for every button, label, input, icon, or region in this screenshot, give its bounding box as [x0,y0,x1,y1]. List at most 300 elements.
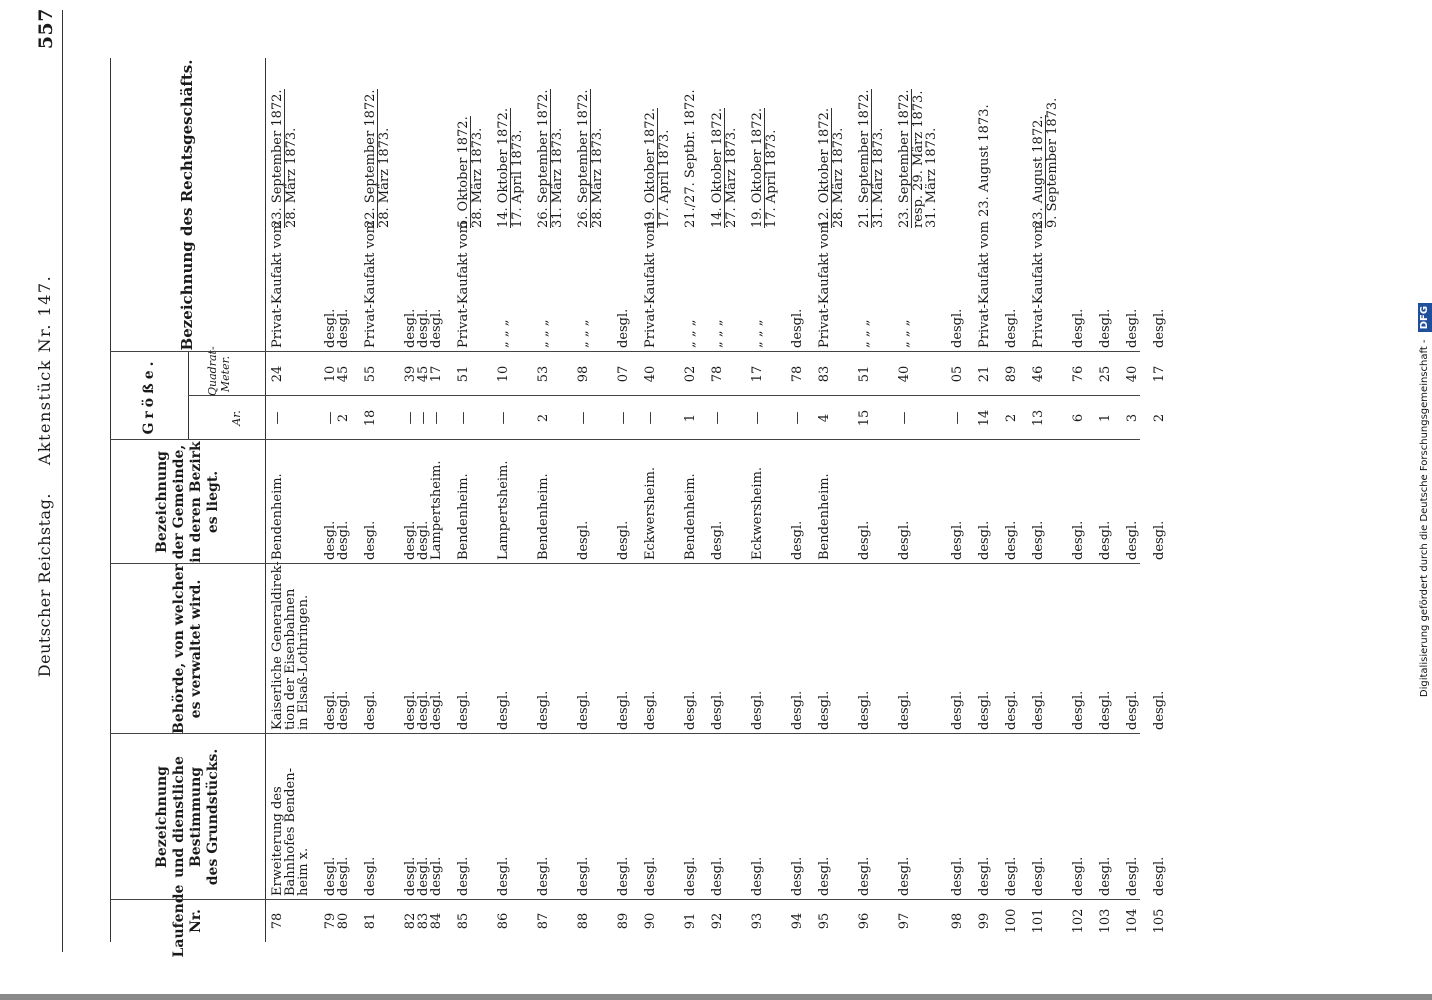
cell-date [818,62,845,228]
cell-line: 19. Oktober 1872. [643,108,658,228]
cell-date [497,62,524,228]
cell-gem [711,444,724,560]
column-rule-4 [110,351,1140,352]
column-rule-ar-qm [188,395,1140,396]
cell-line: desgl. [536,856,551,896]
cell-line: Bendenheim. [456,473,471,560]
cell-gem [644,444,657,560]
cell-line: desgl. [1098,690,1113,730]
cell-date [898,62,938,228]
cell-nr [751,904,764,938]
cell-ar [1005,400,1018,436]
cell-line: Privat-Kaufakt vom [1031,221,1046,348]
cell-line: desgl. [857,520,872,560]
cell-art [711,236,724,348]
cell-beh [684,568,697,730]
cell-line: 40 [1125,365,1140,383]
running-head [35,0,63,1000]
cell-line: desgl. [1031,520,1046,560]
cell-art [751,236,764,348]
cell-line: 76 [1071,365,1086,383]
cell-line: desgl. [403,520,418,560]
cell-line: 07 [616,365,631,383]
cell-bez [791,738,804,896]
cell-gem [324,444,350,560]
cell-line: 24 [270,365,285,383]
grundstueck-table [110,58,1260,958]
cell-line: 19. Oktober 1872. [750,108,765,228]
cell-line: 98 [950,912,965,930]
cell-line: 17 [429,365,444,383]
cell-bez [751,738,764,896]
cell-line: 17 [1152,365,1167,383]
cell-line: desgl. [416,308,431,348]
cell-gem [978,444,991,560]
cell-ar [324,400,350,436]
cell-line: Bendenheim. [270,473,285,560]
cell-line: — [456,411,471,425]
cell-line: desgl. [790,520,805,560]
cell-line: 95 [817,912,832,930]
cell-beh [751,568,764,730]
cell-line: desgl. [950,690,965,730]
cell-qm [271,356,284,392]
cell-line: desgl. [1004,856,1019,896]
cell-line: desgl. [1152,690,1167,730]
cell-bez [364,738,377,896]
cell-line: Kaiserliche Generaldirek- [270,561,285,730]
cell-line: desgl. [950,308,965,348]
cell-line: 104 [1125,908,1140,934]
cell-nr [324,904,350,938]
cell-line: 23. September 1872. [270,89,285,228]
cell-line: desgl. [363,520,378,560]
cell-ar [364,400,377,436]
cell-ar [404,400,443,436]
cell-line: desgl. [336,308,351,348]
column-rule-3 [110,439,1140,440]
cell-line: — [897,411,912,425]
cell-line: 82 [403,912,418,930]
cell-line: desgl. [790,856,805,896]
cell-line: desgl. [683,690,698,730]
cell-line: „ „ „ [683,319,698,348]
header-laufende-nr: Laufende Nr. [170,884,204,958]
cell-line: 28. März 1873. [470,127,485,228]
column-rule-0 [110,899,1140,900]
cell-line: 92 [710,912,725,930]
cell-line: 51 [857,365,872,383]
cell-line: 6 [1071,413,1086,423]
cell-line: 78 [790,365,805,383]
cell-line: desgl. [790,690,805,730]
cell-line: desgl. [950,856,965,896]
cell-art [497,236,510,348]
cell-bez [324,738,350,896]
cell-beh [1099,568,1112,730]
cell-line: 85 [456,912,471,930]
cell-date [711,62,738,228]
cell-line: desgl. [1071,856,1086,896]
cell-line: desgl. [1098,308,1113,348]
cell-line: Bendenheim. [683,473,698,560]
cell-line: — [643,411,658,425]
cell-date [577,62,604,228]
cell-line: heim x. [296,847,311,896]
cell-line: desgl. [336,520,351,560]
cell-line: 5. Oktober 1872. [456,116,471,228]
cell-art [617,236,630,348]
cell-line: 2 [1152,413,1167,423]
cell-line: 105 [1152,908,1167,934]
cell-line: — [790,411,805,425]
page-number: 557 [35,8,57,50]
cell-date [364,62,391,228]
cell-line: desgl. [710,690,725,730]
cell-qm [751,356,764,392]
cell-line: desgl. [710,856,725,896]
cell-ar [684,400,697,436]
cell-art [951,236,964,348]
cell-qm [404,356,443,392]
cell-line: desgl. [576,520,591,560]
cell-line: desgl. [429,856,444,896]
cell-bez [457,738,470,896]
cell-beh [324,568,350,730]
cell-nr [1005,904,1018,938]
cell-beh [577,568,590,730]
cell-line: „ „ „ [857,319,872,348]
cell-ar [898,400,911,436]
cell-line: desgl. [403,856,418,896]
cell-line: 21./27. Septbr. 1872. [683,89,698,228]
cell-nr [271,904,284,938]
cell-line: desgl. [817,690,832,730]
cell-line: 3 [1125,413,1140,423]
cell-line: desgl. [403,308,418,348]
cell-line: 25 [1098,365,1113,383]
cell-line: 81 [363,912,378,930]
cell-line: desgl. [576,690,591,730]
cell-art [1005,236,1018,348]
cell-gem [898,444,911,560]
cell-art [363,221,378,348]
cell-bez [898,738,911,896]
cell-line: 28. März 1873. [377,127,392,228]
cell-nr [791,904,804,938]
cell-line: — [750,411,765,425]
cell-line: desgl. [616,308,631,348]
cell-line: 102 [1071,908,1086,934]
cell-nr [1153,904,1166,938]
cell-line: desgl. [1004,690,1019,730]
cell-line: 83 [416,912,431,930]
cell-line: desgl. [1071,690,1086,730]
cell-qm [1153,356,1166,392]
cell-art [684,236,697,348]
cell-line: desgl. [710,520,725,560]
cell-line: 40 [643,365,658,383]
cell-bez [978,738,991,896]
cell-gem [684,444,697,560]
cell-line: — [429,411,444,425]
cell-line: desgl. [576,856,591,896]
scan-edge [0,994,1432,1000]
cell-art [977,104,992,348]
cell-bez [711,738,724,896]
cell-line: — [576,411,591,425]
cell-qm [858,356,871,392]
cell-line: Bahnhofes Benden- [283,768,298,896]
cell-gem [818,444,831,560]
cell-line: — [323,411,338,425]
cell-ar [617,400,630,436]
cell-qm [898,356,911,392]
cell-bez [497,738,510,896]
cell-date [858,62,885,228]
cell-line: 14. Oktober 1872. [710,108,725,228]
cell-line: 02 [683,365,698,383]
cell-line: — [950,411,965,425]
cell-line: desgl. [1125,690,1140,730]
cell-qm [951,356,964,392]
cell-gem [404,444,443,560]
cell-line: desgl. [363,856,378,896]
cell-line: 39 [403,365,418,383]
cell-line: Bendenheim. [817,473,832,560]
cell-line: desgl. [323,520,338,560]
cell-gem [1032,444,1045,560]
cell-qm [791,356,804,392]
head-rule [62,10,63,952]
cell-beh [978,568,991,730]
cell-bez [1072,738,1085,896]
cell-line: desgl. [323,308,338,348]
cell-gem [1072,444,1085,560]
cell-line: — [496,411,511,425]
cell-ar [711,400,724,436]
cell-line: desgl. [1125,308,1140,348]
cell-line: 1 [683,413,698,423]
cell-line: desgl. [1004,520,1019,560]
cell-ar [1099,400,1112,436]
cell-qm [1032,356,1045,392]
cell-ar [497,400,510,436]
cell-beh [791,568,804,730]
cell-gem [1099,444,1112,560]
cell-line: 46 [1031,365,1046,383]
cell-line: 87 [536,912,551,930]
cell-line: 2 [536,413,551,423]
cell-bez [617,738,630,896]
cell-line: desgl. [1071,308,1086,348]
cell-line: in Elsaß-Lothringen. [296,594,311,730]
cell-qm [1099,356,1112,392]
cell-line: desgl. [857,856,872,896]
cell-art [270,221,285,348]
cell-beh [644,568,657,730]
cell-line: 26. September 1872. [576,89,591,228]
cell-line: Privat-Kaufakt vom [643,221,658,348]
dfg-logo: DFG [1418,303,1432,332]
cell-line: 4 [817,413,832,423]
cell-date [271,62,298,228]
cell-line: tion der Eisenbahnen [283,588,298,730]
cell-line: 78 [270,912,285,930]
cell-line: resp. 29. März 1873. [911,90,926,228]
cell-nr [711,904,724,938]
table-top-rule [110,58,111,942]
cell-ar [951,400,964,436]
cell-line: desgl. [857,690,872,730]
cell-date [751,62,778,228]
cell-line: 101 [1031,908,1046,934]
cell-line: 28. März 1873. [831,127,846,228]
cell-line: Privat-Kaufakt vom [270,221,285,348]
cell-bez [1032,738,1045,896]
cell-nr [617,904,630,938]
cell-qm [324,356,350,392]
cell-line: „ „ „ [750,319,765,348]
cell-qm [1072,356,1085,392]
cell-line: desgl. [1152,520,1167,560]
cell-bez [858,738,871,896]
cell-line: 88 [576,912,591,930]
cell-qm [711,356,724,392]
cell-bez [577,738,590,896]
cell-line: desgl. [750,856,765,896]
cell-nr [537,904,550,938]
cell-bez [404,738,443,896]
cell-line: 15 [857,409,872,427]
cell-bez [1099,738,1112,896]
cell-beh [364,568,377,730]
header-bezeichnung: Bezeichnung und dienstliche Bestimmung des Grundstücks. [153,748,221,886]
cell-line: 14. Oktober 1872. [496,108,511,228]
cell-ar [271,400,284,436]
cell-gem [751,444,764,560]
cell-beh [457,568,470,730]
cell-line: 79 [323,912,338,930]
cell-date [644,62,671,228]
cell-gem [1005,444,1018,560]
cell-beh [1072,568,1085,730]
cell-line: desgl. [643,690,658,730]
cell-line: „ „ „ [897,319,912,348]
cell-gem [577,444,590,560]
cell-line: 78 [710,365,725,383]
cell-bez [818,738,831,896]
cell-ar [537,400,550,436]
cell-nr [951,904,964,938]
cell-qm [1126,356,1139,392]
cell-line: Eckwersheim. [643,466,658,560]
groesse-sub-rule [188,352,189,440]
cell-line: desgl. [817,856,832,896]
cell-line: „ „ „ [536,319,551,348]
cell-art [404,236,443,348]
header-bottom-rule [265,58,266,942]
cell-line: 91 [683,912,698,930]
cell-line: 2 [336,413,351,423]
cell-line: desgl. [403,690,418,730]
cell-beh [1032,568,1045,730]
cell-line: 23. September 1872. [897,89,912,228]
cell-line: desgl. [790,308,805,348]
cell-line: 28. März 1873. [590,127,605,228]
cell-bez [1126,738,1139,896]
dfg-credit-text: Digitalisierung gefördert durch die Deutsche Forschungsgemeinschaft - [1419,339,1430,698]
cell-bez [537,738,550,896]
cell-ar [1153,400,1166,436]
cell-line: „ „ „ [496,319,511,348]
cell-line: 31. März 1873. [924,127,939,228]
cell-bez [1153,738,1166,896]
cell-line: 21. September 1872. [857,89,872,228]
cell-art [791,236,804,348]
cell-line: — [270,411,285,425]
cell-ar [644,400,657,436]
dfg-credit [1418,0,1432,1000]
cell-beh [898,568,911,730]
cell-art [537,236,550,348]
cell-line: desgl. [323,856,338,896]
cell-nr [644,904,657,938]
header-behoerde: Behörde, von welcher es verwaltet wird. [170,564,204,734]
header-quadratmeter: Quadrat-Meter. [206,346,232,396]
cell-bez [271,738,310,896]
cell-line: 22. September 1872. [363,89,378,228]
cell-line: — [403,411,418,425]
cell-line: 31. März 1873. [871,127,886,228]
cell-line: — [710,411,725,425]
cell-line: desgl. [616,690,631,730]
cell-nr [457,904,470,938]
cell-line: 94 [790,912,805,930]
cell-line: desgl. [1071,520,1086,560]
cell-nr [1126,904,1139,938]
cell-line: desgl. [897,856,912,896]
cell-line: desgl. [1125,520,1140,560]
cell-line: desgl. [536,690,551,730]
cell-line: 51 [456,365,471,383]
cell-line: 26. September 1872. [536,89,551,228]
cell-beh [1005,568,1018,730]
cell-beh [818,568,831,730]
cell-line: desgl. [643,856,658,896]
cell-art [577,236,590,348]
cell-qm [617,356,630,392]
cell-beh [711,568,724,730]
cell-line: 45 [336,365,351,383]
cell-gem [951,444,964,560]
cell-line: desgl. [977,520,992,560]
cell-line: 9. September 1873. [1045,97,1060,228]
cell-nr [404,904,443,938]
cell-bez [644,738,657,896]
cell-line: desgl. [1152,856,1167,896]
cell-art [1099,236,1112,348]
cell-line: 53 [536,365,551,383]
cell-line: 21 [977,365,992,383]
cell-ar [818,400,831,436]
cell-qm [978,356,991,392]
cell-line: desgl. [977,856,992,896]
cell-ar [978,400,991,436]
cell-art [858,236,871,348]
cell-line: 83 [817,365,832,383]
cell-line: desgl. [1098,856,1113,896]
